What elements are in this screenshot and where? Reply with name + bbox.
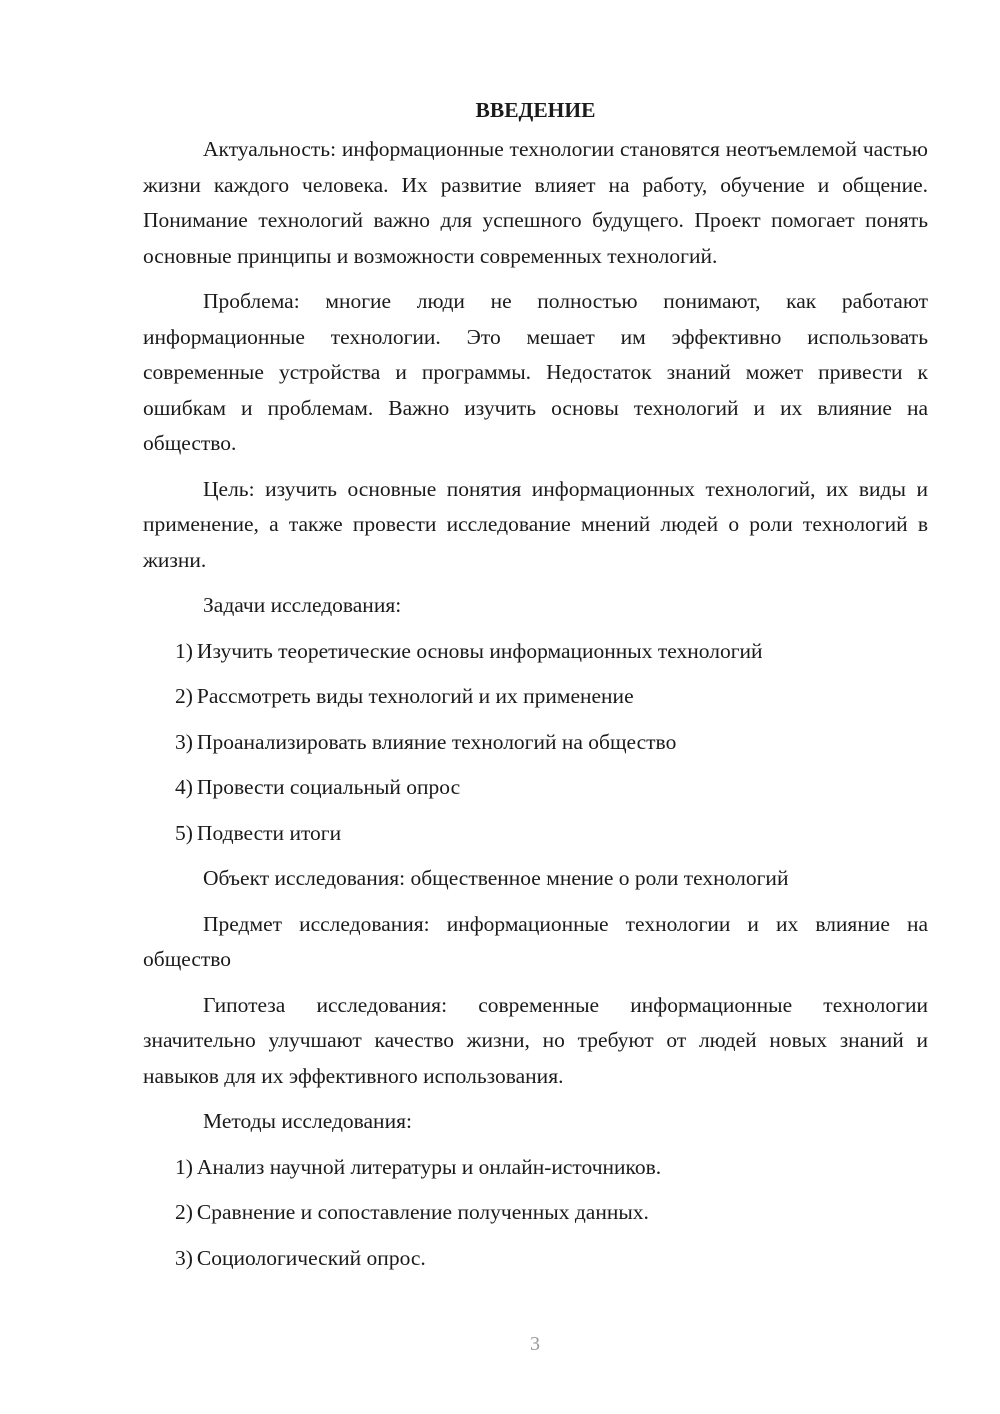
list-item-text: Изучить теоретические основы информационных технологий [196, 638, 763, 663]
list-item [143, 725, 928, 761]
methods-list [143, 1150, 928, 1277]
subject-paragraph: Предмет исследования: информационные технологии и их влияние на общество [143, 911, 928, 971]
list-item-text: Сравнение и сопоставление полученных данных. [196, 1200, 649, 1224]
page-number: 3 [530, 1333, 540, 1355]
list-item-text: Проанализировать влияние технологий на общество [196, 729, 677, 754]
list-item [143, 770, 928, 806]
methods-heading: Методы исследования: [203, 1109, 412, 1133]
list-item-number: 3) [175, 729, 193, 754]
problem-paragraph: Проблема: многие люди не полностью понимают, как работают информационные технологии. Это мешает им эффективно использовать современные устройства и программы. Недостаток знаний может привести к ошибкам и проблемам. Важно изучить основы технологий и их влияние на общество. [143, 289, 928, 455]
list-item [143, 679, 928, 715]
object-paragraph: Объект исследования: общественное мнение о роли технологий [203, 866, 789, 890]
list-item-text: Социологический опрос. [196, 1245, 426, 1270]
tasks-list [143, 634, 928, 852]
page-content [143, 96, 928, 1286]
list-item-text: Провести социальный опрос [196, 775, 461, 799]
list-item [143, 1241, 928, 1277]
tasks-heading: Задачи исследования: [203, 593, 402, 617]
list-item [143, 1150, 928, 1186]
list-item [143, 1195, 928, 1231]
hypothesis-paragraph: Гипотеза исследования: современные информационные технологии значительно улучшают качество жизни, но требуют от людей новых знаний и навыков для их эффективного использования. [143, 992, 928, 1088]
goal-paragraph: Цель: изучить основные понятия информационных технологий, их виды и применение, а также провести исследование мнений людей о роли технологий в жизни. [143, 476, 928, 572]
list-item-number: 5) [175, 820, 193, 845]
list-item-text: Рассмотреть виды технологий и их применение [196, 684, 634, 708]
relevance-paragraph: Актуальность: информационные технологии становятся неотъемлемой частью жизни каждого человека. Их развитие влияет на работу, обучение и общение. Понимание технологий важно для успешного будущего. Проект помогает понять основные принципы и возможности современных технологий. [143, 137, 928, 268]
list-item-text: Анализ научной литературы и онлайн-источников. [196, 1154, 662, 1179]
list-item-text: Подвести итоги [196, 820, 342, 845]
list-item-number: 3) [175, 1245, 193, 1270]
list-item-number: 2) [175, 684, 193, 708]
list-item-number: 1) [175, 1154, 193, 1179]
list-item-number: 2) [175, 1200, 193, 1224]
section-title: ВВЕДЕНИЕ [475, 98, 596, 122]
list-item [143, 816, 928, 852]
list-item-number: 1) [175, 638, 193, 663]
list-item [143, 634, 928, 670]
list-item-number: 4) [175, 775, 193, 799]
